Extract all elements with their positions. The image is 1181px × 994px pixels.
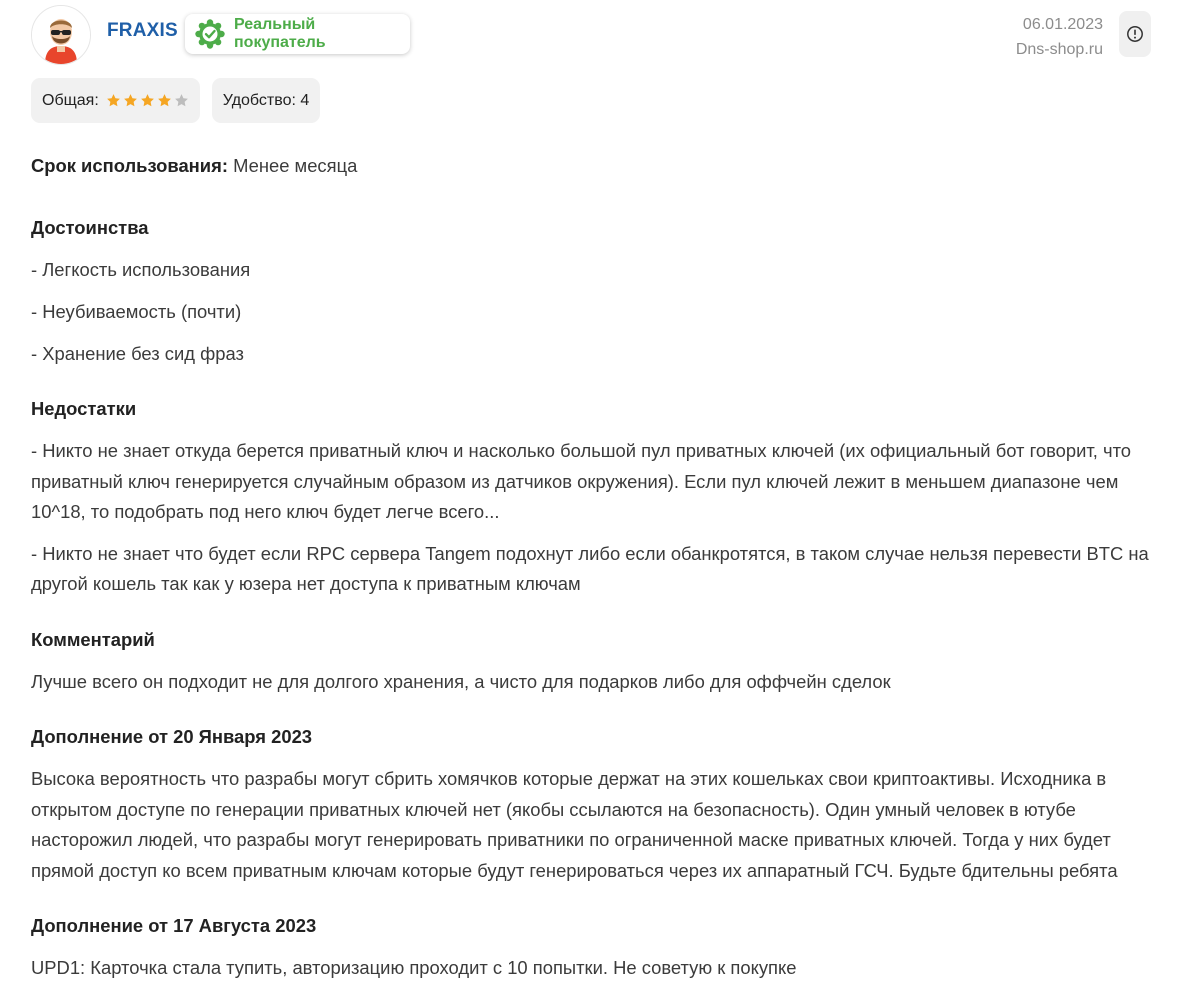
usage-value: Менее месяца [233, 155, 358, 176]
avatar[interactable] [31, 5, 91, 65]
author-name[interactable]: FRAXIS [107, 20, 178, 41]
ratings [31, 78, 320, 123]
star-rating [106, 93, 189, 108]
verified-buyer-badge [185, 14, 410, 54]
overall-rating-label: Общая: [42, 91, 99, 109]
verified-buyer-label: Реальный покупатель [234, 16, 326, 51]
convenience-rating-label: Удобство: 4 [222, 91, 310, 109]
addendum-title: Дополнение от 17 Августа 2023 [31, 915, 317, 936]
user-avatar-icon [32, 6, 90, 64]
verified-gear-check-icon [195, 19, 225, 49]
addendum-title: Дополнение от 20 Января 2023 [31, 726, 313, 747]
disadvantage-paragraph: - Никто не знает откуда берется приватный ключ и насколько большой пул приватных ключей (их официальный бот говорит, что приватный ключ генерируется случайным образом из датчиков окружения). Если пул ключей лежит в меньшем диапазоне чем 10^18, то подобрать под него ключ будет легче всего... [31, 440, 1132, 522]
advantage-item: - Неубиваемость (почти) [31, 301, 242, 322]
addendum-text: UPD1: Карточка стала тупить, авторизацию проходит с 10 попытки. Не советую к покупке [31, 957, 797, 978]
star-filled-icon [106, 93, 121, 108]
review-body [31, 150, 1156, 984]
report-button[interactable] [1119, 11, 1151, 57]
advantage-item: - Легкость использования [31, 259, 251, 280]
advantages-title: Достоинства [31, 217, 149, 238]
review-source: Dns-shop.ru [1015, 41, 1103, 58]
star-empty-icon [174, 93, 189, 108]
usage-label: Срок использования: [31, 155, 228, 176]
disadvantage-paragraph: - Никто не знает что будет если RPC сервера Tangem подохнут либо если обанкротятся, в таком случае нельзя перевести BTC на другой кошель так как у юзера нет доступа к приватным ключам [31, 542, 1149, 594]
comment-text: Лучше всего он подходит не для долгого хранения, а чисто для подарков либо для оффчейн сделок [31, 670, 891, 692]
usage-period [31, 150, 1156, 181]
info-circle-icon [1126, 25, 1144, 43]
comment-title: Комментарий [31, 628, 155, 650]
overall-rating [31, 78, 200, 123]
review-date: 06.01.2023 [1022, 16, 1103, 33]
review-meta [1016, 12, 1103, 62]
advantage-item: - Хранение без сид фраз [31, 343, 244, 364]
disadvantages-title: Недостатки [31, 398, 137, 419]
convenience-rating [212, 78, 320, 123]
star-filled-icon [123, 93, 138, 108]
star-filled-icon [157, 93, 172, 108]
star-filled-icon [140, 93, 155, 108]
addendum-text: Высока вероятность что разрабы могут сбрить хомячков которые держат на этих кошельках свои криптоактивы. Исходника в открытом доступе по генерации приватных ключей нет (якобы ссылаются на безопасность). Один умный человек в ютубе насторожил людей, что разрабы могут генерировать приватники по ограниченной маске приватных ключей. Тогда у них будет прямой доступ ко всем приватным ключам которые будут генерироваться через их аппаратный ГСЧ. Будьте бдительны ребята [31, 768, 1118, 881]
